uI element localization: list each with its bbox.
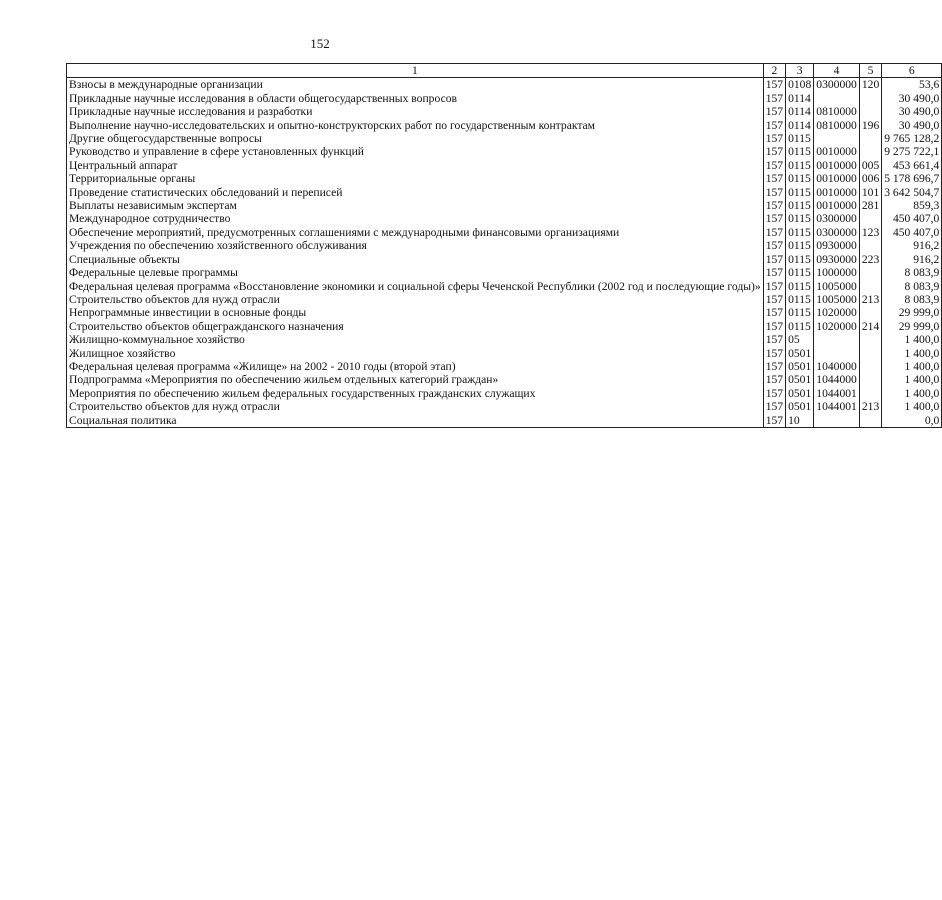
row-col3-cell: 0501	[786, 373, 814, 386]
row-col2-cell: 157	[763, 159, 785, 172]
row-name-cell: Учреждения по обеспечению хозяйственного обслуживания	[67, 239, 764, 252]
table-row	[67, 132, 942, 145]
row-col3-cell: 0115	[786, 253, 814, 266]
row-col3-cell: 0115	[786, 266, 814, 279]
row-name-cell: Подпрограмма «Мероприятия по обеспечению жильем отдельных категорий граждан»	[67, 373, 764, 386]
row-col4-cell: 1020000	[814, 320, 860, 333]
row-col4-cell	[814, 132, 860, 145]
row-col5-cell	[859, 132, 881, 145]
row-name-cell: Строительство объектов для нужд отрасли	[67, 293, 764, 306]
row-col3-cell: 10	[786, 414, 814, 428]
row-amount-cell: 1 400,0	[882, 400, 942, 413]
header-col-1: 1	[67, 64, 764, 78]
row-name-cell: Прикладные научные исследования и разработки	[67, 105, 764, 118]
row-col5-cell	[859, 387, 881, 400]
row-name-cell: Центральный аппарат	[67, 159, 764, 172]
row-col2-cell: 157	[763, 92, 785, 105]
row-col3-cell: 0115	[786, 186, 814, 199]
table-row	[67, 172, 942, 185]
row-name-cell: Проведение статистических обследований и переписей	[67, 186, 764, 199]
row-name-cell: Выплаты независимым экспертам	[67, 199, 764, 212]
row-col4-cell: 0810000	[814, 119, 860, 132]
row-col4-cell: 0300000	[814, 78, 860, 92]
row-name-cell: Федеральная целевая программа «Жилище» на 2002 - 2010 годы (второй этап)	[67, 360, 764, 373]
row-col4-cell	[814, 92, 860, 105]
row-amount-cell: 450 407,0	[882, 226, 942, 239]
row-name-cell: Обеспечение мероприятий, предусмотренных соглашениями с международными финансовыми организациями	[67, 226, 764, 239]
budget-table	[66, 63, 942, 428]
page-number: 152	[310, 36, 330, 51]
row-col4-cell: 1044001	[814, 387, 860, 400]
row-name-cell: Социальная политика	[67, 414, 764, 428]
row-col3-cell: 05	[786, 333, 814, 346]
row-col5-cell: 101	[859, 186, 881, 199]
row-col5-cell	[859, 347, 881, 360]
row-name-cell: Выполнение научно-исследовательских и опытно-конструкторских работ по государственным контрактам	[67, 119, 764, 132]
row-col5-cell: 223	[859, 253, 881, 266]
row-col2-cell: 157	[763, 119, 785, 132]
row-col5-cell	[859, 92, 881, 105]
row-name-cell: Федеральная целевая программа «Восстановление экономики и социальной сферы Чеченской Республики (2002 год и последующие годы)»	[67, 280, 764, 293]
header-col-2: 2	[763, 64, 785, 78]
row-amount-cell: 30 490,0	[882, 92, 942, 105]
table-header	[67, 64, 942, 78]
table-row	[67, 266, 942, 279]
row-col2-cell: 157	[763, 266, 785, 279]
row-col4-cell: 1044001	[814, 400, 860, 413]
row-col2-cell: 157	[763, 199, 785, 212]
row-name-cell: Жилищное хозяйство	[67, 347, 764, 360]
row-amount-cell: 29 999,0	[882, 306, 942, 319]
row-col2-cell: 157	[763, 132, 785, 145]
row-name-cell: Руководство и управление в сфере установленных функций	[67, 145, 764, 158]
row-col4-cell: 0300000	[814, 212, 860, 225]
row-col3-cell: 0501	[786, 400, 814, 413]
table-row	[67, 253, 942, 266]
row-col5-cell	[859, 280, 881, 293]
row-col4-cell: 1005000	[814, 293, 860, 306]
row-amount-cell: 0,0	[882, 414, 942, 428]
row-col5-cell	[859, 105, 881, 118]
row-col2-cell: 157	[763, 280, 785, 293]
table-row	[67, 145, 942, 158]
row-col5-cell: 213	[859, 400, 881, 413]
row-col3-cell: 0115	[786, 172, 814, 185]
row-col2-cell: 157	[763, 172, 785, 185]
row-col5-cell: 281	[859, 199, 881, 212]
row-name-cell: Строительство объектов для нужд отрасли	[67, 400, 764, 413]
row-col2-cell: 157	[763, 320, 785, 333]
row-col3-cell: 0115	[786, 145, 814, 158]
table-row	[67, 105, 942, 118]
table-body	[67, 78, 942, 428]
row-col2-cell: 157	[763, 333, 785, 346]
row-col5-cell	[859, 414, 881, 428]
row-amount-cell: 8 083,9	[882, 266, 942, 279]
row-col3-cell: 0114	[786, 92, 814, 105]
row-amount-cell: 9 275 722,1	[882, 145, 942, 158]
table-row	[67, 320, 942, 333]
row-amount-cell: 916,2	[882, 253, 942, 266]
row-col3-cell: 0115	[786, 132, 814, 145]
row-amount-cell: 1 400,0	[882, 333, 942, 346]
row-col4-cell	[814, 414, 860, 428]
row-col4-cell: 1005000	[814, 280, 860, 293]
row-amount-cell: 916,2	[882, 239, 942, 252]
row-col3-cell: 0108	[786, 78, 814, 92]
row-col4-cell: 1020000	[814, 306, 860, 319]
row-col5-cell	[859, 239, 881, 252]
table-row	[67, 78, 942, 92]
row-col2-cell: 157	[763, 212, 785, 225]
header-row	[67, 64, 942, 78]
row-col2-cell: 157	[763, 226, 785, 239]
header-col-5: 5	[859, 64, 881, 78]
table-row	[67, 400, 942, 413]
table-row	[67, 306, 942, 319]
row-name-cell: Прикладные научные исследования в области общегосударственных вопросов	[67, 92, 764, 105]
row-col4-cell: 1044000	[814, 373, 860, 386]
row-col5-cell	[859, 266, 881, 279]
row-col3-cell: 0115	[786, 226, 814, 239]
row-col2-cell: 157	[763, 239, 785, 252]
table-row	[67, 347, 942, 360]
row-col3-cell: 0114	[786, 105, 814, 118]
row-col3-cell: 0115	[786, 320, 814, 333]
row-col4-cell: 0930000	[814, 253, 860, 266]
row-col4-cell: 0010000	[814, 199, 860, 212]
row-amount-cell: 8 083,9	[882, 293, 942, 306]
row-amount-cell: 1 400,0	[882, 347, 942, 360]
row-col5-cell	[859, 306, 881, 319]
table-row	[67, 199, 942, 212]
row-col5-cell: 123	[859, 226, 881, 239]
header-col-6: 6	[882, 64, 942, 78]
row-amount-cell: 450 407,0	[882, 212, 942, 225]
row-col4-cell	[814, 347, 860, 360]
row-name-cell: Международное сотрудничество	[67, 212, 764, 225]
table-row	[67, 373, 942, 386]
row-col5-cell: 005	[859, 159, 881, 172]
row-col4-cell: 1040000	[814, 360, 860, 373]
row-col4-cell: 0010000	[814, 186, 860, 199]
row-col2-cell: 157	[763, 373, 785, 386]
row-amount-cell: 3 642 504,7	[882, 186, 942, 199]
row-col5-cell: 213	[859, 293, 881, 306]
row-col4-cell: 0010000	[814, 159, 860, 172]
row-name-cell: Территориальные органы	[67, 172, 764, 185]
row-col5-cell	[859, 373, 881, 386]
table-row	[67, 159, 942, 172]
row-col5-cell: 196	[859, 119, 881, 132]
row-amount-cell: 453 661,4	[882, 159, 942, 172]
row-col4-cell: 0300000	[814, 226, 860, 239]
row-amount-cell: 1 400,0	[882, 373, 942, 386]
row-col2-cell: 157	[763, 347, 785, 360]
row-name-cell: Другие общегосударственные вопросы	[67, 132, 764, 145]
row-amount-cell: 1 400,0	[882, 360, 942, 373]
table-row	[67, 119, 942, 132]
row-col2-cell: 157	[763, 253, 785, 266]
row-col2-cell: 157	[763, 145, 785, 158]
row-col4-cell: 1000000	[814, 266, 860, 279]
table-row	[67, 360, 942, 373]
row-col3-cell: 0115	[786, 159, 814, 172]
row-col3-cell: 0114	[786, 119, 814, 132]
row-col4-cell: 0930000	[814, 239, 860, 252]
row-name-cell: Строительство объектов общегражданского назначения	[67, 320, 764, 333]
row-amount-cell: 30 490,0	[882, 105, 942, 118]
row-amount-cell: 29 999,0	[882, 320, 942, 333]
row-col2-cell: 157	[763, 387, 785, 400]
table-row	[67, 387, 942, 400]
row-col4-cell: 0810000	[814, 105, 860, 118]
row-col5-cell	[859, 212, 881, 225]
row-col4-cell: 0010000	[814, 172, 860, 185]
row-col5-cell: 120	[859, 78, 881, 92]
row-col5-cell	[859, 333, 881, 346]
row-col3-cell: 0501	[786, 347, 814, 360]
row-col2-cell: 157	[763, 293, 785, 306]
table-row	[67, 239, 942, 252]
row-col5-cell	[859, 145, 881, 158]
row-col2-cell: 157	[763, 186, 785, 199]
table-row	[67, 226, 942, 239]
row-name-cell: Федеральные целевые программы	[67, 266, 764, 279]
row-col5-cell: 006	[859, 172, 881, 185]
row-col2-cell: 157	[763, 400, 785, 413]
row-amount-cell: 30 490,0	[882, 119, 942, 132]
row-amount-cell: 1 400,0	[882, 387, 942, 400]
row-name-cell: Жилищно-коммунальное хозяйство	[67, 333, 764, 346]
row-amount-cell: 8 083,9	[882, 280, 942, 293]
row-col3-cell: 0501	[786, 360, 814, 373]
row-col3-cell: 0501	[786, 387, 814, 400]
row-col5-cell: 214	[859, 320, 881, 333]
row-col3-cell: 0115	[786, 306, 814, 319]
row-name-cell: Взносы в международные организации	[67, 78, 764, 92]
table-row	[67, 280, 942, 293]
row-col3-cell: 0115	[786, 293, 814, 306]
row-col2-cell: 157	[763, 105, 785, 118]
row-col2-cell: 157	[763, 78, 785, 92]
header-col-4: 4	[814, 64, 860, 78]
row-col5-cell	[859, 360, 881, 373]
row-col2-cell: 157	[763, 414, 785, 428]
table-row	[67, 293, 942, 306]
row-col3-cell: 0115	[786, 212, 814, 225]
table-row	[67, 186, 942, 199]
table-row	[67, 333, 942, 346]
row-col4-cell: 0010000	[814, 145, 860, 158]
row-col2-cell: 157	[763, 306, 785, 319]
row-col3-cell: 0115	[786, 239, 814, 252]
row-col3-cell: 0115	[786, 280, 814, 293]
row-name-cell: Мероприятия по обеспечению жильем федеральных государственных гражданских служащих	[67, 387, 764, 400]
table-row	[67, 414, 942, 428]
row-amount-cell: 9 765 128,2	[882, 132, 942, 145]
row-col3-cell: 0115	[786, 199, 814, 212]
table-row	[67, 212, 942, 225]
row-col4-cell	[814, 333, 860, 346]
table-row	[67, 92, 942, 105]
header-col-3: 3	[786, 64, 814, 78]
row-amount-cell: 859,3	[882, 199, 942, 212]
row-amount-cell: 53,6	[882, 78, 942, 92]
row-col2-cell: 157	[763, 360, 785, 373]
row-name-cell: Непрограммные инвестиции в основные фонды	[67, 306, 764, 319]
row-name-cell: Специальные объекты	[67, 253, 764, 266]
row-amount-cell: 5 178 696,7	[882, 172, 942, 185]
